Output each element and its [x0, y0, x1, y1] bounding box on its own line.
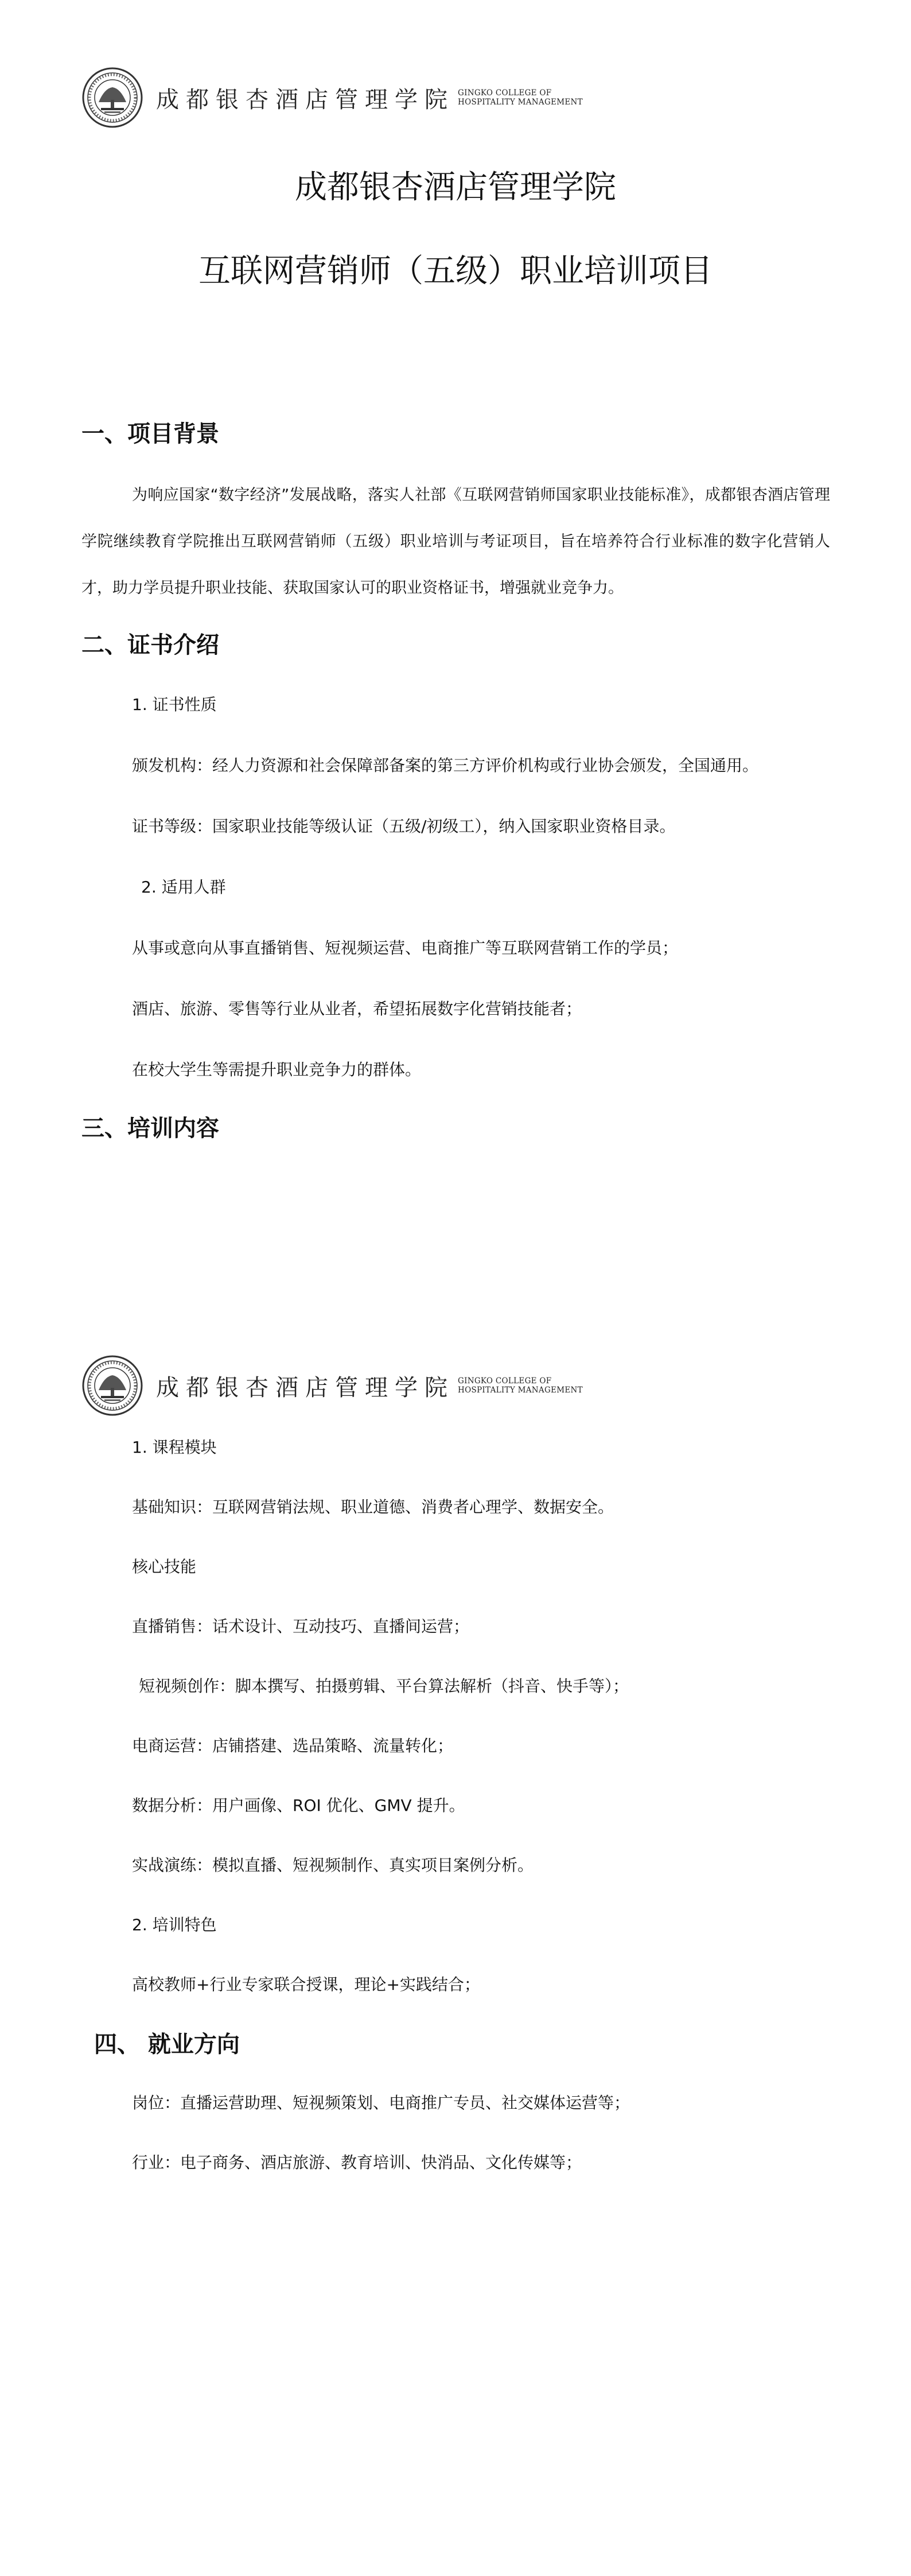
logo-school-name-en	[458, 1376, 583, 1395]
cert-level: 证书等级：国家职业技能等级认证（五级/初级工），纳入国家职业资格目录。	[132, 817, 676, 836]
heading-background: 一、项目背景	[81, 421, 219, 447]
college-seal-icon	[81, 67, 143, 129]
logo-school-name: 成都银杏酒店管理学院	[156, 86, 454, 113]
training-modules-title: 1. 课程模块	[132, 1438, 217, 1457]
training-features: 高校教师+行业专家联合授课，理论+实践结合；	[132, 1975, 480, 1994]
heading-career: 四、 就业方向	[94, 2031, 240, 2058]
main-title-line1: 成都银杏酒店管理学院	[295, 169, 616, 206]
heading-certificate: 二、证书介绍	[81, 632, 219, 658]
training-video: 短视频创作：脚本撰写、拍摄剪辑、平台算法解析（抖音、快手等）；	[139, 1677, 629, 1696]
training-ecommerce: 电商运营：店铺搭建、选品策略、流量转化；	[132, 1736, 454, 1755]
main-title-line2: 互联网营销师（五级）职业培训项目	[198, 253, 713, 290]
training-core: 核心技能	[132, 1557, 197, 1576]
training-practice: 实战演练：模拟直播、短视频制作、真实项目案例分析。	[132, 1856, 534, 1875]
background-paragraph: 为响应国家“数字经济”发展战略，落实人社部《互联网营销师国家职业技能标准》，成都银杏酒店管理学院继续教育学院推出互联网营销师（五级）职业培训与考证项目，旨在培养符合行业标准的数字化营销人才，助力学员提升职业技能、获取国家认可的职业资格证书，增强就业竞争力。	[81, 486, 830, 597]
college-logo-page2	[81, 1355, 583, 1417]
logo-school-name: 成都银杏酒店管理学院	[156, 1374, 454, 1401]
career-industries: 行业：电子商务、酒店旅游、教育培训、快消品、文化传媒等；	[132, 2153, 582, 2172]
college-logo	[81, 67, 583, 129]
career-positions: 岗位：直播运营助理、短视频策划、电商推广专员、社交媒体运营等；	[132, 2093, 630, 2112]
cert-nature-title: 1. 证书性质	[132, 695, 217, 714]
cert-audience-title: 2. 适用人群	[141, 878, 226, 897]
heading-training: 三、培训内容	[81, 1115, 219, 1142]
cert-issuer: 颁发机构：经人力资源和社会保障部备案的第三方评价机构或行业协会颁发，全国通用。	[132, 756, 759, 775]
logo-school-name-en	[458, 88, 583, 107]
logo-en-line1: GINGKO COLLEGE OF	[458, 1376, 552, 1386]
logo-en-line2: HOSPITALITY MANAGEMENT	[458, 98, 583, 107]
page-2	[0, 1288, 911, 2576]
cert-audience-2: 酒店、旅游、零售等行业从业者，希望拓展数字化营销技能者；	[132, 999, 582, 1018]
logo-en-line1: GINGKO COLLEGE OF	[458, 88, 552, 98]
cert-audience-1: 从事或意向从事直播销售、短视频运营、电商推广等互联网营销工作的学员；	[132, 938, 679, 957]
college-seal-icon	[81, 1355, 143, 1417]
training-features-title: 2. 培训特色	[132, 1915, 217, 1934]
training-live: 直播销售：话术设计、互动技巧、直播间运营；	[132, 1617, 470, 1636]
training-analytics: 数据分析：用户画像、ROI 优化、GMV 提升。	[132, 1796, 465, 1815]
logo-en-line2: HOSPITALITY MANAGEMENT	[458, 1386, 583, 1395]
training-basic: 基础知识：互联网营销法规、职业道德、消费者心理学、数据安全。	[132, 1498, 614, 1516]
cert-audience-3: 在校大学生等需提升职业竞争力的群体。	[132, 1060, 422, 1079]
